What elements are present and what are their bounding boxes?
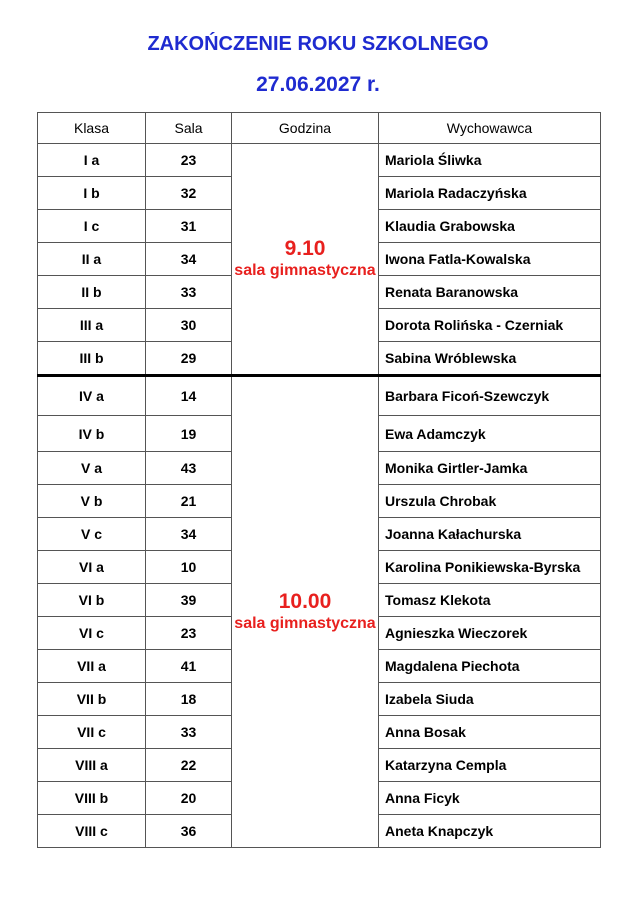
header-sala: Sala <box>146 113 232 144</box>
cell-sala: 33 <box>146 276 232 309</box>
cell-klasa: VII c <box>38 716 146 749</box>
cell-wychowawca: Mariola Radaczyńska <box>379 177 601 210</box>
cell-klasa: VI b <box>38 584 146 617</box>
cell-klasa: VII b <box>38 683 146 716</box>
cell-wychowawca: Barbara Ficoń-Szewczyk <box>379 376 601 416</box>
cell-sala: 22 <box>146 749 232 782</box>
cell-klasa: IV b <box>38 416 146 452</box>
time-place: sala gimnastyczna <box>234 262 376 279</box>
cell-godzina <box>232 144 379 376</box>
cell-wychowawca: Urszula Chrobak <box>379 485 601 518</box>
cell-sala: 43 <box>146 452 232 485</box>
table-row <box>38 376 601 416</box>
cell-wychowawca: Ewa Adamczyk <box>379 416 601 452</box>
table-header-row <box>38 113 601 144</box>
cell-sala: 10 <box>146 551 232 584</box>
cell-sala: 34 <box>146 243 232 276</box>
cell-wychowawca: Monika Girtler-Jamka <box>379 452 601 485</box>
cell-klasa: I b <box>38 177 146 210</box>
time-value: 9.10 <box>284 237 326 260</box>
cell-klasa: III a <box>38 309 146 342</box>
time-place: sala gimnastyczna <box>234 615 376 632</box>
cell-godzina <box>232 376 379 848</box>
cell-wychowawca: Klaudia Grabowska <box>379 210 601 243</box>
cell-sala: 34 <box>146 518 232 551</box>
cell-klasa: IV a <box>38 376 146 416</box>
cell-wychowawca: Dorota Rolińska - Czerniak <box>379 309 601 342</box>
cell-sala: 31 <box>146 210 232 243</box>
cell-wychowawca: Agnieszka Wieczorek <box>379 617 601 650</box>
cell-wychowawca: Magdalena Piechota <box>379 650 601 683</box>
cell-sala: 23 <box>146 617 232 650</box>
cell-sala: 39 <box>146 584 232 617</box>
cell-wychowawca: Karolina Ponikiewska-Byrska <box>379 551 601 584</box>
cell-klasa: V b <box>38 485 146 518</box>
cell-klasa: VI a <box>38 551 146 584</box>
cell-wychowawca: Aneta Knapczyk <box>379 815 601 848</box>
cell-wychowawca: Sabina Wróblewska <box>379 342 601 376</box>
cell-sala: 20 <box>146 782 232 815</box>
cell-sala: 21 <box>146 485 232 518</box>
cell-sala: 19 <box>146 416 232 452</box>
cell-wychowawca: Joanna Kałachurska <box>379 518 601 551</box>
cell-wychowawca: Tomasz Klekota <box>379 584 601 617</box>
cell-klasa: VIII a <box>38 749 146 782</box>
header-wychowawca: Wychowawca <box>379 113 601 144</box>
cell-klasa: II a <box>38 243 146 276</box>
cell-sala: 14 <box>146 376 232 416</box>
table-row <box>38 144 601 177</box>
cell-klasa: VI c <box>38 617 146 650</box>
document-title: ZAKOŃCZENIE ROKU SZKOLNEGO <box>147 33 489 55</box>
cell-klasa: VII a <box>38 650 146 683</box>
header-godzina: Godzina <box>232 113 379 144</box>
cell-klasa: I c <box>38 210 146 243</box>
header-klasa: Klasa <box>38 113 146 144</box>
cell-sala: 23 <box>146 144 232 177</box>
cell-klasa: I a <box>38 144 146 177</box>
schedule-table <box>37 112 601 848</box>
cell-wychowawca: Iwona Fatla-Kowalska <box>379 243 601 276</box>
time-value: 10.00 <box>278 590 332 613</box>
cell-sala: 33 <box>146 716 232 749</box>
cell-sala: 32 <box>146 177 232 210</box>
cell-sala: 36 <box>146 815 232 848</box>
cell-wychowawca: Anna Bosak <box>379 716 601 749</box>
cell-klasa: VIII b <box>38 782 146 815</box>
cell-sala: 30 <box>146 309 232 342</box>
cell-klasa: II b <box>38 276 146 309</box>
cell-wychowawca: Izabela Siuda <box>379 683 601 716</box>
cell-wychowawca: Katarzyna Cempla <box>379 749 601 782</box>
document-date: 27.06.2027 r. <box>256 73 380 96</box>
cell-klasa: III b <box>38 342 146 376</box>
cell-klasa: V c <box>38 518 146 551</box>
schedule-table-body <box>38 113 601 848</box>
cell-sala: 18 <box>146 683 232 716</box>
cell-wychowawca: Mariola Śliwka <box>379 144 601 177</box>
cell-wychowawca: Anna Ficyk <box>379 782 601 815</box>
cell-wychowawca: Renata Baranowska <box>379 276 601 309</box>
cell-klasa: VIII c <box>38 815 146 848</box>
cell-sala: 29 <box>146 342 232 376</box>
cell-klasa: V a <box>38 452 146 485</box>
cell-sala: 41 <box>146 650 232 683</box>
